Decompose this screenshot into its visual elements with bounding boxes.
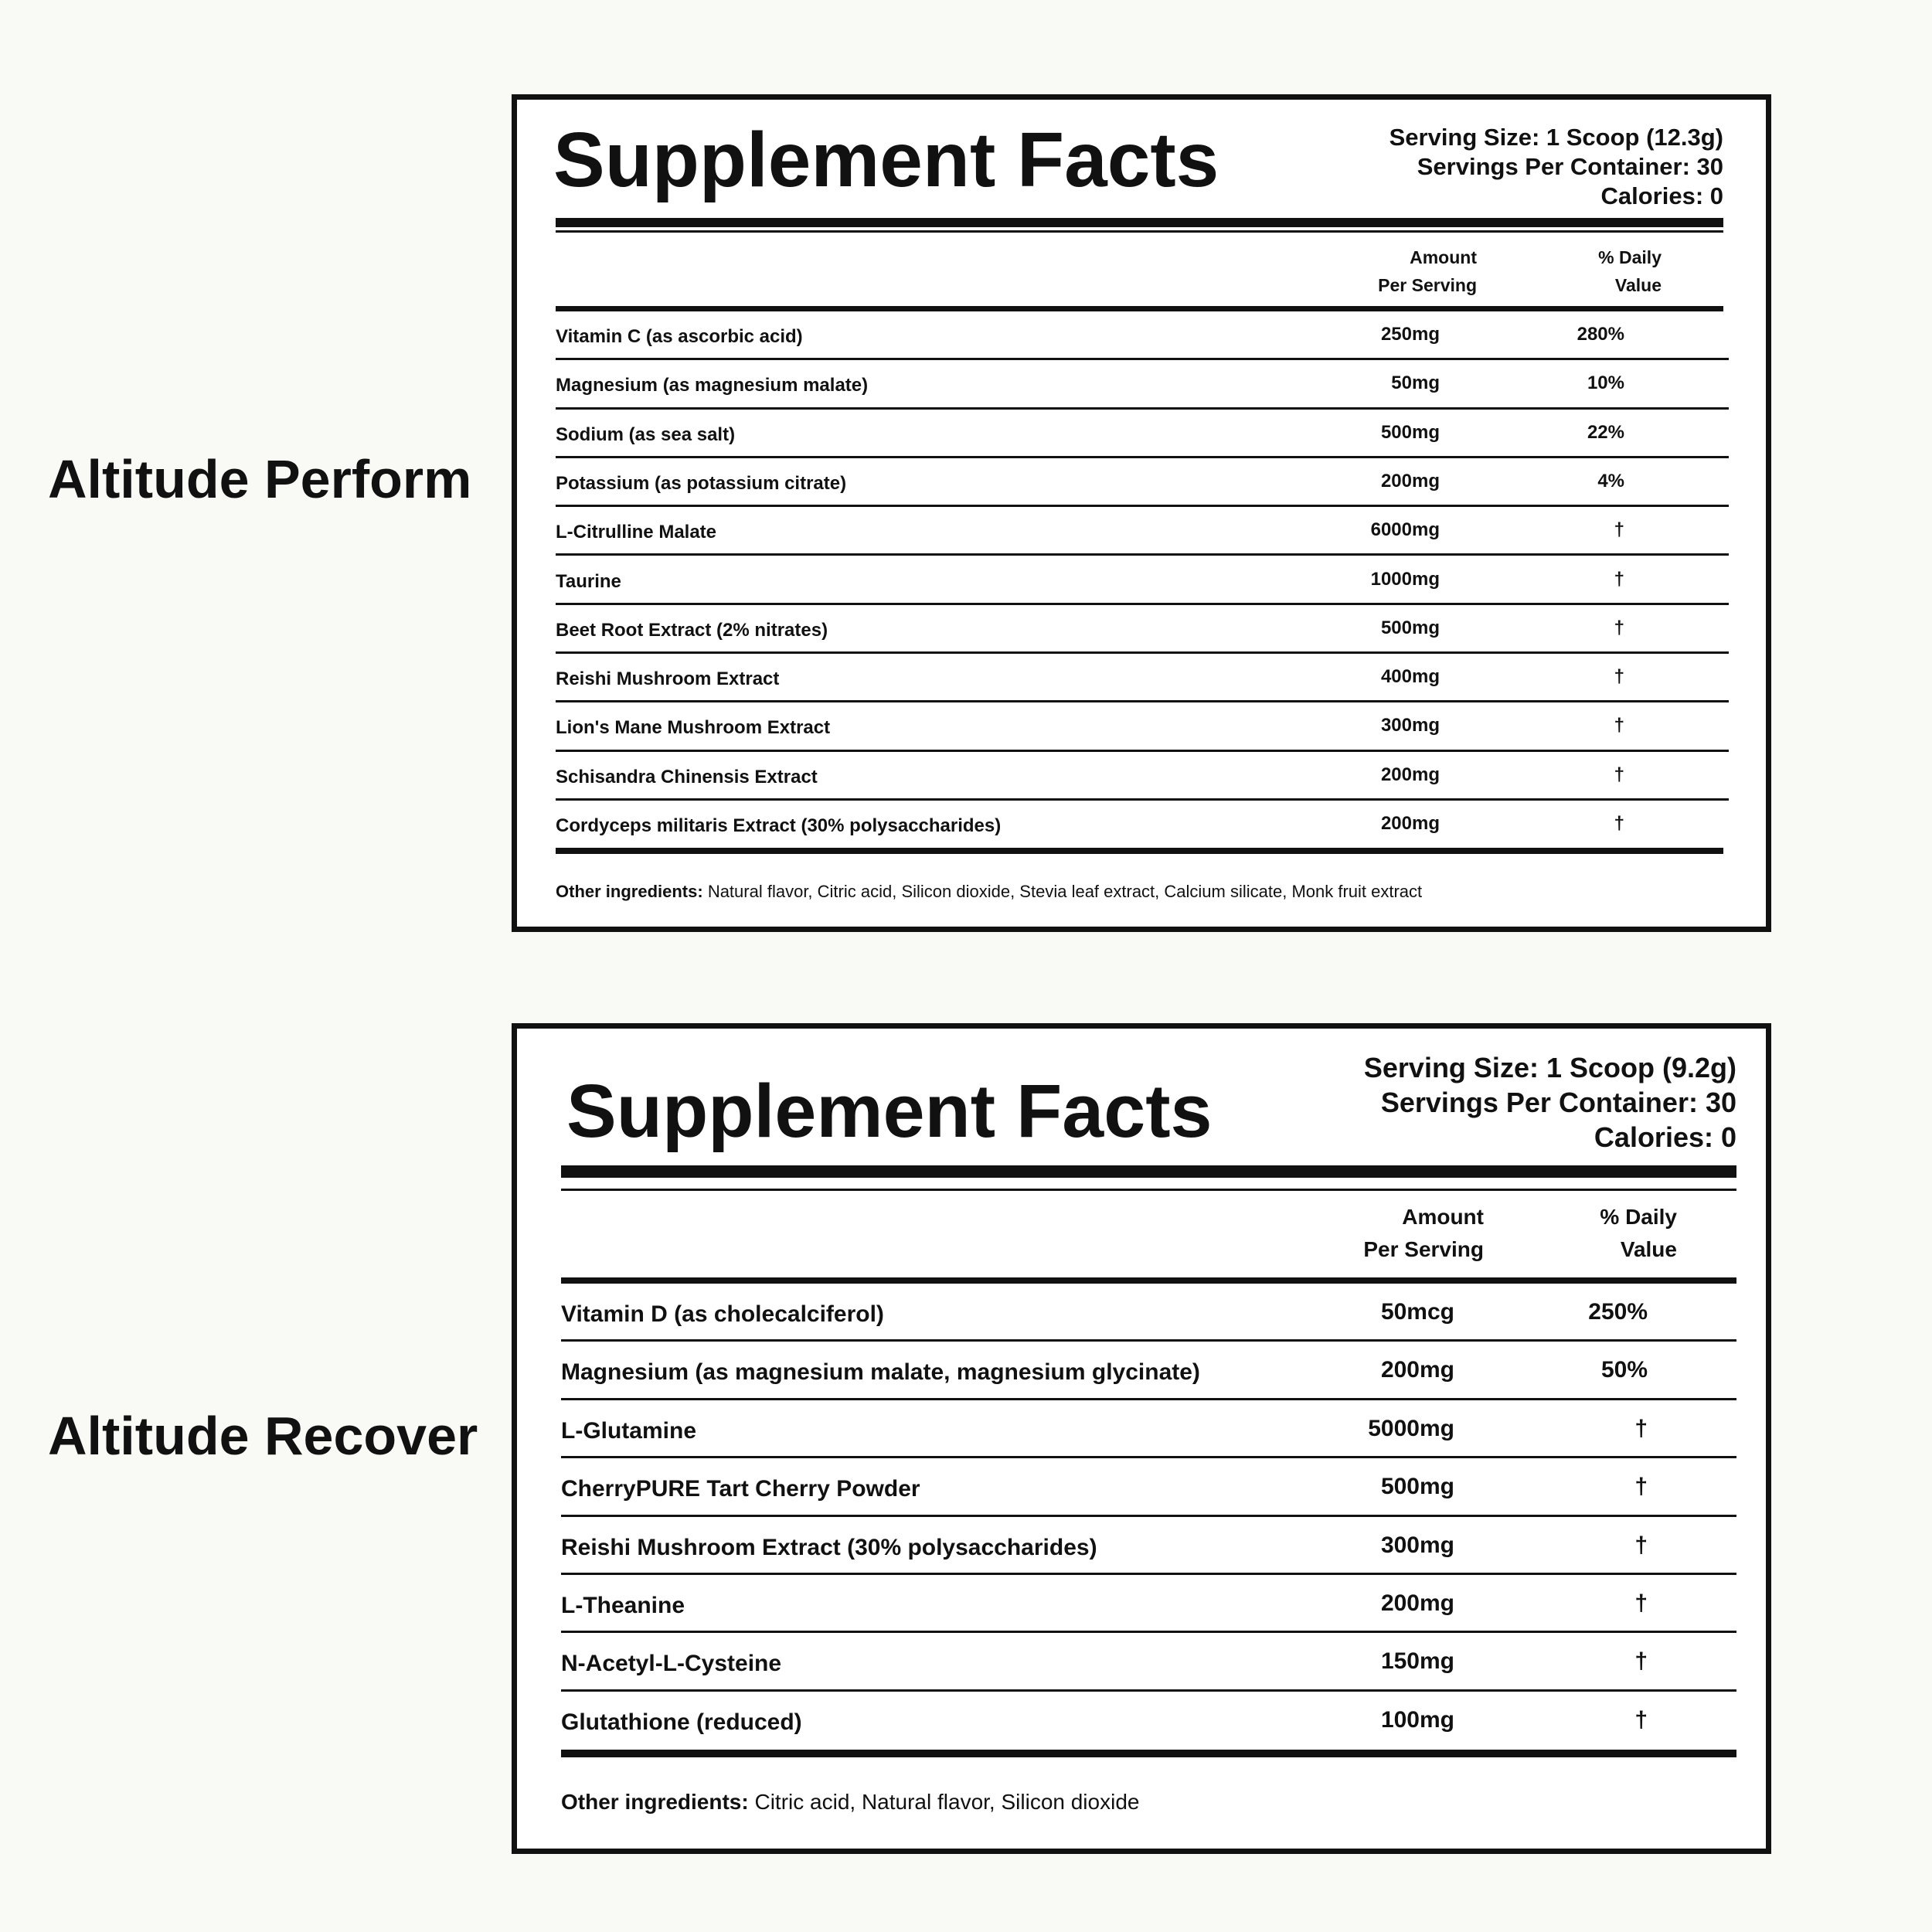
ingredient-amount: 500mg: [1380, 421, 1440, 443]
ingredient-row: [556, 458, 1729, 507]
ingredient-daily-value: †: [1614, 764, 1624, 785]
calories: Calories: 0: [1594, 1121, 1736, 1153]
ingredient-row: [556, 410, 1729, 458]
ingredient-daily-value: †: [1614, 617, 1624, 638]
ingredient-name: L-Theanine: [561, 1593, 685, 1618]
calories: Calories: 0: [1600, 182, 1723, 209]
ingredient-row: [561, 1692, 1736, 1750]
ingredient-row: [561, 1633, 1736, 1691]
ingredient-name: Beet Root Extract (2% nitrates): [556, 619, 828, 641]
ingredient-name: Sodium (as sea salt): [556, 423, 736, 445]
bottom-divider: [556, 848, 1723, 854]
panel-title: Supplement Facts: [553, 117, 1219, 203]
ingredient-name: Vitamin D (as cholecalciferol): [561, 1301, 884, 1327]
ingredient-row: [556, 556, 1729, 605]
ingredient-name: Cordyceps militaris Extract (30% polysaccharides): [556, 815, 1002, 836]
ingredient-row: [556, 311, 1729, 360]
ingredient-daily-value: †: [1634, 1532, 1648, 1558]
amount-header: Amount Per Serving: [1378, 247, 1477, 295]
ingredient-name: Potassium (as potassium citrate): [556, 472, 847, 494]
ingredient-name: L-Glutamine: [561, 1417, 697, 1444]
ingredient-amount: 250mg: [1380, 324, 1440, 345]
ingredient-name: N-Acetyl-L-Cysteine: [561, 1651, 782, 1677]
ingredient-row: [561, 1400, 1736, 1458]
ingredient-daily-value: 280%: [1577, 324, 1624, 345]
ingredient-row: [556, 752, 1729, 801]
ingredient-amount: 1000mg: [1370, 568, 1440, 590]
thick-divider: [556, 218, 1723, 227]
serving-size: Serving Size: 1 Scoop (9.2g): [1363, 1052, 1736, 1083]
ingredient-row: [556, 605, 1729, 654]
other-ingredients: [561, 1790, 1139, 1815]
ingredient-amount: 500mg: [1380, 1474, 1454, 1500]
ingredient-daily-value: †: [1634, 1648, 1648, 1675]
ingredient-amount: 200mg: [1380, 1590, 1454, 1616]
bottom-divider: [561, 1750, 1736, 1757]
ingredient-name: Glutathione (reduced): [561, 1709, 802, 1735]
header-divider: [561, 1277, 1736, 1284]
ingredient-row: [556, 507, 1729, 556]
ingredient-amount: 100mg: [1380, 1706, 1454, 1733]
ingredient-amount: 400mg: [1380, 666, 1440, 688]
other-ingredients: [556, 882, 1422, 902]
ingredient-daily-value: 50%: [1600, 1357, 1648, 1383]
ingredient-daily-value: †: [1614, 715, 1624, 736]
daily-value-header: % Daily Value: [1598, 247, 1662, 295]
ingredient-row: [556, 654, 1729, 702]
ingredient-row: [561, 1342, 1736, 1400]
ingredient-amount: 200mg: [1380, 813, 1440, 834]
ingredient-amount: 50mg: [1391, 372, 1440, 394]
ingredient-amount: 200mg: [1380, 1357, 1454, 1383]
ingredient-amount: 6000mg: [1370, 519, 1440, 541]
other-ingredients-text: Citric acid, Natural flavor, Silicon dioxide: [754, 1790, 1140, 1814]
ingredient-row: [556, 801, 1729, 849]
thick-divider: [561, 1165, 1736, 1178]
ingredient-daily-value: 4%: [1597, 470, 1624, 492]
ingredient-name: Taurine: [556, 570, 621, 592]
ingredient-amount: 50mcg: [1380, 1299, 1454, 1325]
other-ingredients-label: Other ingredients:: [556, 882, 703, 901]
ingredient-name: Lion's Mane Mushroom Extract: [556, 717, 831, 739]
panel-title: Supplement Facts: [566, 1069, 1213, 1153]
product-name-recover: Altitude Recover: [48, 1406, 478, 1466]
ingredient-daily-value: †: [1614, 519, 1624, 541]
ingredient-amount: 5000mg: [1368, 1415, 1454, 1441]
servings-per-container: Servings Per Container: 30: [1417, 153, 1723, 180]
ingredient-row: [561, 1517, 1736, 1575]
servings-per-container: Servings Per Container: 30: [1380, 1087, 1736, 1118]
other-ingredients-label: Other ingredients:: [561, 1790, 749, 1814]
ingredient-daily-value: 10%: [1587, 372, 1624, 394]
ingredient-row: [556, 360, 1729, 409]
ingredient-name: CherryPURE Tart Cherry Powder: [561, 1476, 920, 1502]
ingredient-amount: 200mg: [1380, 764, 1440, 785]
ingredient-name: Magnesium (as magnesium malate, magnesium glycinate): [561, 1359, 1200, 1386]
ingredient-daily-value: †: [1634, 1474, 1648, 1500]
product-name-perform: Altitude Perform: [48, 449, 472, 509]
ingredient-amount: 500mg: [1380, 617, 1440, 638]
serving-info: [1389, 123, 1723, 211]
supplement-facts-panel-perform: [512, 94, 1771, 932]
daily-value-header: % Daily Value: [1600, 1205, 1677, 1261]
ingredient-row: [561, 1458, 1736, 1516]
thin-divider: [561, 1189, 1736, 1191]
ingredient-daily-value: 250%: [1588, 1299, 1648, 1325]
ingredient-row: [561, 1575, 1736, 1633]
ingredient-amount: 200mg: [1380, 470, 1440, 492]
ingredient-name: Reishi Mushroom Extract: [556, 668, 780, 690]
ingredient-row: [556, 702, 1729, 751]
ingredient-name: Magnesium (as magnesium malate): [556, 375, 869, 396]
ingredient-amount: 150mg: [1380, 1648, 1454, 1675]
ingredient-amount: 300mg: [1380, 715, 1440, 736]
ingredient-name: Vitamin C (as ascorbic acid): [556, 326, 803, 347]
ingredient-name: Reishi Mushroom Extract (30% polysaccharides): [561, 1534, 1097, 1560]
thin-divider: [556, 230, 1723, 233]
ingredient-daily-value: 22%: [1587, 421, 1624, 443]
ingredient-daily-value: †: [1614, 568, 1624, 590]
ingredient-daily-value: †: [1634, 1590, 1648, 1616]
header-divider: [556, 306, 1723, 311]
ingredient-name: Schisandra Chinensis Extract: [556, 766, 818, 787]
ingredient-daily-value: †: [1634, 1415, 1648, 1441]
serving-info: [1364, 1050, 1736, 1155]
ingredient-daily-value: †: [1634, 1706, 1648, 1733]
supplement-facts-panel-recover: [512, 1023, 1771, 1854]
ingredient-daily-value: †: [1614, 813, 1624, 834]
ingredient-daily-value: †: [1614, 666, 1624, 688]
ingredient-name: L-Citrulline Malate: [556, 522, 717, 543]
amount-header: Amount Per Serving: [1363, 1205, 1484, 1261]
other-ingredients-text: Natural flavor, Citric acid, Silicon dioxide, Stevia leaf extract, Calcium silicate, Monk fruit extract: [707, 882, 1423, 901]
serving-size: Serving Size: 1 Scoop (12.3g): [1389, 124, 1723, 151]
ingredient-amount: 300mg: [1380, 1532, 1454, 1558]
ingredient-row: [561, 1284, 1736, 1342]
